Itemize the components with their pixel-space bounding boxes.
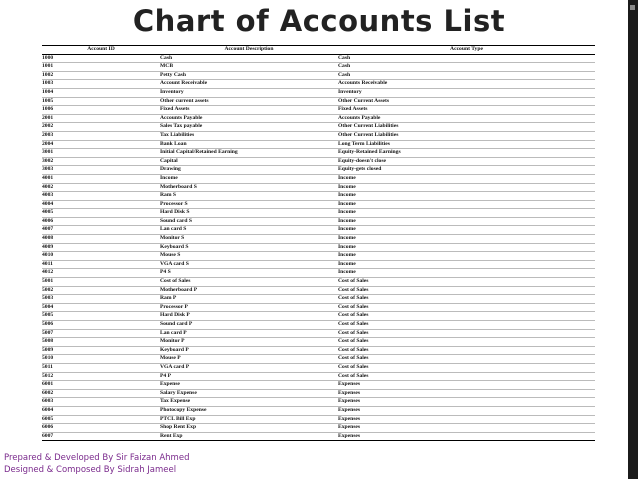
table-row <box>42 389 595 398</box>
cell-account-type: Cost of Sales <box>338 278 595 287</box>
cell-account-type: Income <box>338 226 595 235</box>
cell-account-type: Cost of Sales <box>338 363 595 372</box>
cell-account-description: Mouse S <box>160 252 338 261</box>
table-row <box>42 372 595 381</box>
table-row <box>42 269 595 278</box>
cell-account-id: 5001 <box>42 278 160 287</box>
cell-account-description: Keyboard S <box>160 243 338 252</box>
cell-account-description: Motherboard P <box>160 286 338 295</box>
cell-account-type: Income <box>338 235 595 244</box>
cell-account-type: Income <box>338 217 595 226</box>
table-row <box>42 381 595 390</box>
cell-account-id: 1002 <box>42 71 160 80</box>
cell-account-type: Expenses <box>338 415 595 424</box>
cell-account-type: Income <box>338 200 595 209</box>
cell-account-type: Income <box>338 209 595 218</box>
cell-account-description: Monitor S <box>160 235 338 244</box>
cell-account-type: Cash <box>338 63 595 72</box>
cell-account-type: Accounts Receivable <box>338 80 595 89</box>
cell-account-description: Processor S <box>160 200 338 209</box>
cell-account-type: Income <box>338 260 595 269</box>
table-row <box>42 106 595 115</box>
cell-account-id: 5009 <box>42 346 160 355</box>
table-row <box>42 346 595 355</box>
table-row <box>42 114 595 123</box>
header-account-description: Account Description <box>160 46 338 55</box>
cell-account-id: 5010 <box>42 355 160 364</box>
table-row <box>42 278 595 287</box>
cell-account-id: 1004 <box>42 88 160 97</box>
cell-account-type: Cost of Sales <box>338 338 595 347</box>
cell-account-id: 2001 <box>42 114 160 123</box>
cell-account-type: Expenses <box>338 381 595 390</box>
cell-account-id: 2003 <box>42 131 160 140</box>
cell-account-type: Income <box>338 183 595 192</box>
cell-account-id: 6005 <box>42 415 160 424</box>
cell-account-type: Cost of Sales <box>338 329 595 338</box>
cell-account-id: 3002 <box>42 157 160 166</box>
cell-account-type: Expenses <box>338 398 595 407</box>
accounts-table-container <box>42 45 595 441</box>
table-row <box>42 166 595 175</box>
table-row <box>42 97 595 106</box>
cell-account-description: Capital <box>160 157 338 166</box>
cell-account-description: Cash <box>160 54 338 63</box>
table-row <box>42 226 595 235</box>
cell-account-id: 3001 <box>42 149 160 158</box>
table-row <box>42 131 595 140</box>
table-row <box>42 235 595 244</box>
cell-account-id: 6006 <box>42 424 160 433</box>
table-row <box>42 252 595 261</box>
cell-account-type: Cost of Sales <box>338 303 595 312</box>
cell-account-description: Lan card S <box>160 226 338 235</box>
table-row <box>42 243 595 252</box>
cell-account-id: 2002 <box>42 123 160 132</box>
header-account-id: Account ID <box>42 46 160 55</box>
cell-account-id: 1003 <box>42 80 160 89</box>
table-row <box>42 209 595 218</box>
cell-account-id: 4004 <box>42 200 160 209</box>
cell-account-id: 4001 <box>42 174 160 183</box>
cell-account-type: Long Term Liabilities <box>338 140 595 149</box>
cell-account-type: Income <box>338 252 595 261</box>
cell-account-id: 5004 <box>42 303 160 312</box>
cell-account-type: Income <box>338 243 595 252</box>
table-row <box>42 363 595 372</box>
accounts-table <box>42 45 595 441</box>
header-account-type: Account Type <box>338 46 595 55</box>
cell-account-id: 2004 <box>42 140 160 149</box>
cell-account-id: 5007 <box>42 329 160 338</box>
cell-account-id: 6001 <box>42 381 160 390</box>
table-body <box>42 54 595 441</box>
cell-account-id: 6002 <box>42 389 160 398</box>
cell-account-type: Expenses <box>338 432 595 441</box>
cell-account-description: Expense <box>160 381 338 390</box>
table-row <box>42 54 595 63</box>
table-row <box>42 71 595 80</box>
cell-account-description: Tax Expense <box>160 398 338 407</box>
cell-account-type: Cost of Sales <box>338 321 595 330</box>
cell-account-id: 6003 <box>42 398 160 407</box>
cell-account-type: Expenses <box>338 406 595 415</box>
side-bar-notch <box>630 5 635 10</box>
cell-account-type: Cost of Sales <box>338 286 595 295</box>
cell-account-description: Petty Cash <box>160 71 338 80</box>
cell-account-id: 5011 <box>42 363 160 372</box>
cell-account-description: Account Receivable <box>160 80 338 89</box>
cell-account-type: Expenses <box>338 389 595 398</box>
table-row <box>42 338 595 347</box>
cell-account-description: Mouse P <box>160 355 338 364</box>
table-row <box>42 424 595 433</box>
cell-account-description: Keyboard P <box>160 346 338 355</box>
cell-account-type: Cost of Sales <box>338 372 595 381</box>
cell-account-description: Sound card P <box>160 321 338 330</box>
cell-account-type: Income <box>338 192 595 201</box>
cell-account-description: PTCL Bill Exp <box>160 415 338 424</box>
table-row <box>42 174 595 183</box>
cell-account-type: Income <box>338 269 595 278</box>
cell-account-id: 6007 <box>42 432 160 441</box>
cell-account-id: 5012 <box>42 372 160 381</box>
footer-designed-by: Designed & Composed By Sidrah Jameel <box>4 465 177 475</box>
table-row <box>42 80 595 89</box>
cell-account-description: Lan card P <box>160 329 338 338</box>
cell-account-type: Equity-Retained Earnings <box>338 149 595 158</box>
cell-account-description: Sound card S <box>160 217 338 226</box>
cell-account-description: P4 S <box>160 269 338 278</box>
table-row <box>42 415 595 424</box>
cell-account-type: Equity-gets closed <box>338 166 595 175</box>
cell-account-id: 4012 <box>42 269 160 278</box>
cell-account-id: 4002 <box>42 183 160 192</box>
cell-account-description: Sales Tax payable <box>160 123 338 132</box>
table-row <box>42 312 595 321</box>
cell-account-type: Cost of Sales <box>338 312 595 321</box>
table-row <box>42 406 595 415</box>
cell-account-description: Hard Disk S <box>160 209 338 218</box>
cell-account-description: Processor P <box>160 303 338 312</box>
cell-account-type: Other Current Liabilities <box>338 131 595 140</box>
cell-account-description: Shop Rent Exp <box>160 424 338 433</box>
cell-account-type: Cash <box>338 54 595 63</box>
cell-account-id: 1000 <box>42 54 160 63</box>
cell-account-type: Equity-doesn't close <box>338 157 595 166</box>
cell-account-id: 4008 <box>42 235 160 244</box>
cell-account-type: Cost of Sales <box>338 355 595 364</box>
cell-account-description: Ram S <box>160 192 338 201</box>
slide-side-bar <box>628 0 638 479</box>
table-row <box>42 63 595 72</box>
cell-account-description: Rent Exp <box>160 432 338 441</box>
table-row <box>42 321 595 330</box>
table-row <box>42 303 595 312</box>
cell-account-type: Fixed Assets <box>338 106 595 115</box>
cell-account-id: 5003 <box>42 295 160 304</box>
table-row <box>42 123 595 132</box>
cell-account-type: Other Current Assets <box>338 97 595 106</box>
cell-account-id: 4003 <box>42 192 160 201</box>
cell-account-description: VGA card P <box>160 363 338 372</box>
cell-account-description: Tax Liabilities <box>160 131 338 140</box>
cell-account-description: MCB <box>160 63 338 72</box>
table-row <box>42 192 595 201</box>
table-row <box>42 149 595 158</box>
cell-account-type: Inventory <box>338 88 595 97</box>
cell-account-description: Drawing <box>160 166 338 175</box>
cell-account-id: 4007 <box>42 226 160 235</box>
cell-account-type: Cash <box>338 71 595 80</box>
cell-account-description: Bank Loan <box>160 140 338 149</box>
cell-account-description: Monitor P <box>160 338 338 347</box>
cell-account-description: Initial Capital/Retained Earning <box>160 149 338 158</box>
page-title: Chart of Accounts List <box>132 4 506 38</box>
cell-account-description: Ram P <box>160 295 338 304</box>
cell-account-id: 6004 <box>42 406 160 415</box>
cell-account-id: 4009 <box>42 243 160 252</box>
table-row <box>42 217 595 226</box>
footer-prepared-by: Prepared & Developed By Sir Faizan Ahmed <box>4 453 190 463</box>
table-row <box>42 140 595 149</box>
cell-account-id: 4005 <box>42 209 160 218</box>
table-row <box>42 260 595 269</box>
table-row <box>42 183 595 192</box>
cell-account-id: 1006 <box>42 106 160 115</box>
cell-account-id: 1001 <box>42 63 160 72</box>
table-row <box>42 88 595 97</box>
cell-account-description: Accounts Payable <box>160 114 338 123</box>
cell-account-id: 5002 <box>42 286 160 295</box>
cell-account-description: Other current assets <box>160 97 338 106</box>
cell-account-description: P4 P <box>160 372 338 381</box>
cell-account-id: 5006 <box>42 321 160 330</box>
table-row <box>42 329 595 338</box>
table-row <box>42 200 595 209</box>
cell-account-description: Hard Disk P <box>160 312 338 321</box>
table-row <box>42 398 595 407</box>
cell-account-description: Salary Expense <box>160 389 338 398</box>
cell-account-id: 4010 <box>42 252 160 261</box>
table-row <box>42 286 595 295</box>
table-row <box>42 295 595 304</box>
cell-account-type: Accounts Payable <box>338 114 595 123</box>
cell-account-description: Inventory <box>160 88 338 97</box>
table-header-row <box>42 46 595 55</box>
cell-account-id: 3003 <box>42 166 160 175</box>
table-row <box>42 157 595 166</box>
cell-account-id: 4011 <box>42 260 160 269</box>
cell-account-type: Cost of Sales <box>338 295 595 304</box>
cell-account-id: 1005 <box>42 97 160 106</box>
cell-account-description: Fixed Assets <box>160 106 338 115</box>
table-row <box>42 355 595 364</box>
cell-account-type: Income <box>338 174 595 183</box>
cell-account-id: 5008 <box>42 338 160 347</box>
cell-account-description: Photocopy Expense <box>160 406 338 415</box>
table-row <box>42 432 595 441</box>
cell-account-description: Income <box>160 174 338 183</box>
cell-account-description: Cost of Sales <box>160 278 338 287</box>
cell-account-type: Expenses <box>338 424 595 433</box>
cell-account-type: Cost of Sales <box>338 346 595 355</box>
cell-account-description: VGA card S <box>160 260 338 269</box>
cell-account-description: Motherboard S <box>160 183 338 192</box>
cell-account-id: 4006 <box>42 217 160 226</box>
cell-account-id: 5005 <box>42 312 160 321</box>
cell-account-type: Other Current Liabilities <box>338 123 595 132</box>
